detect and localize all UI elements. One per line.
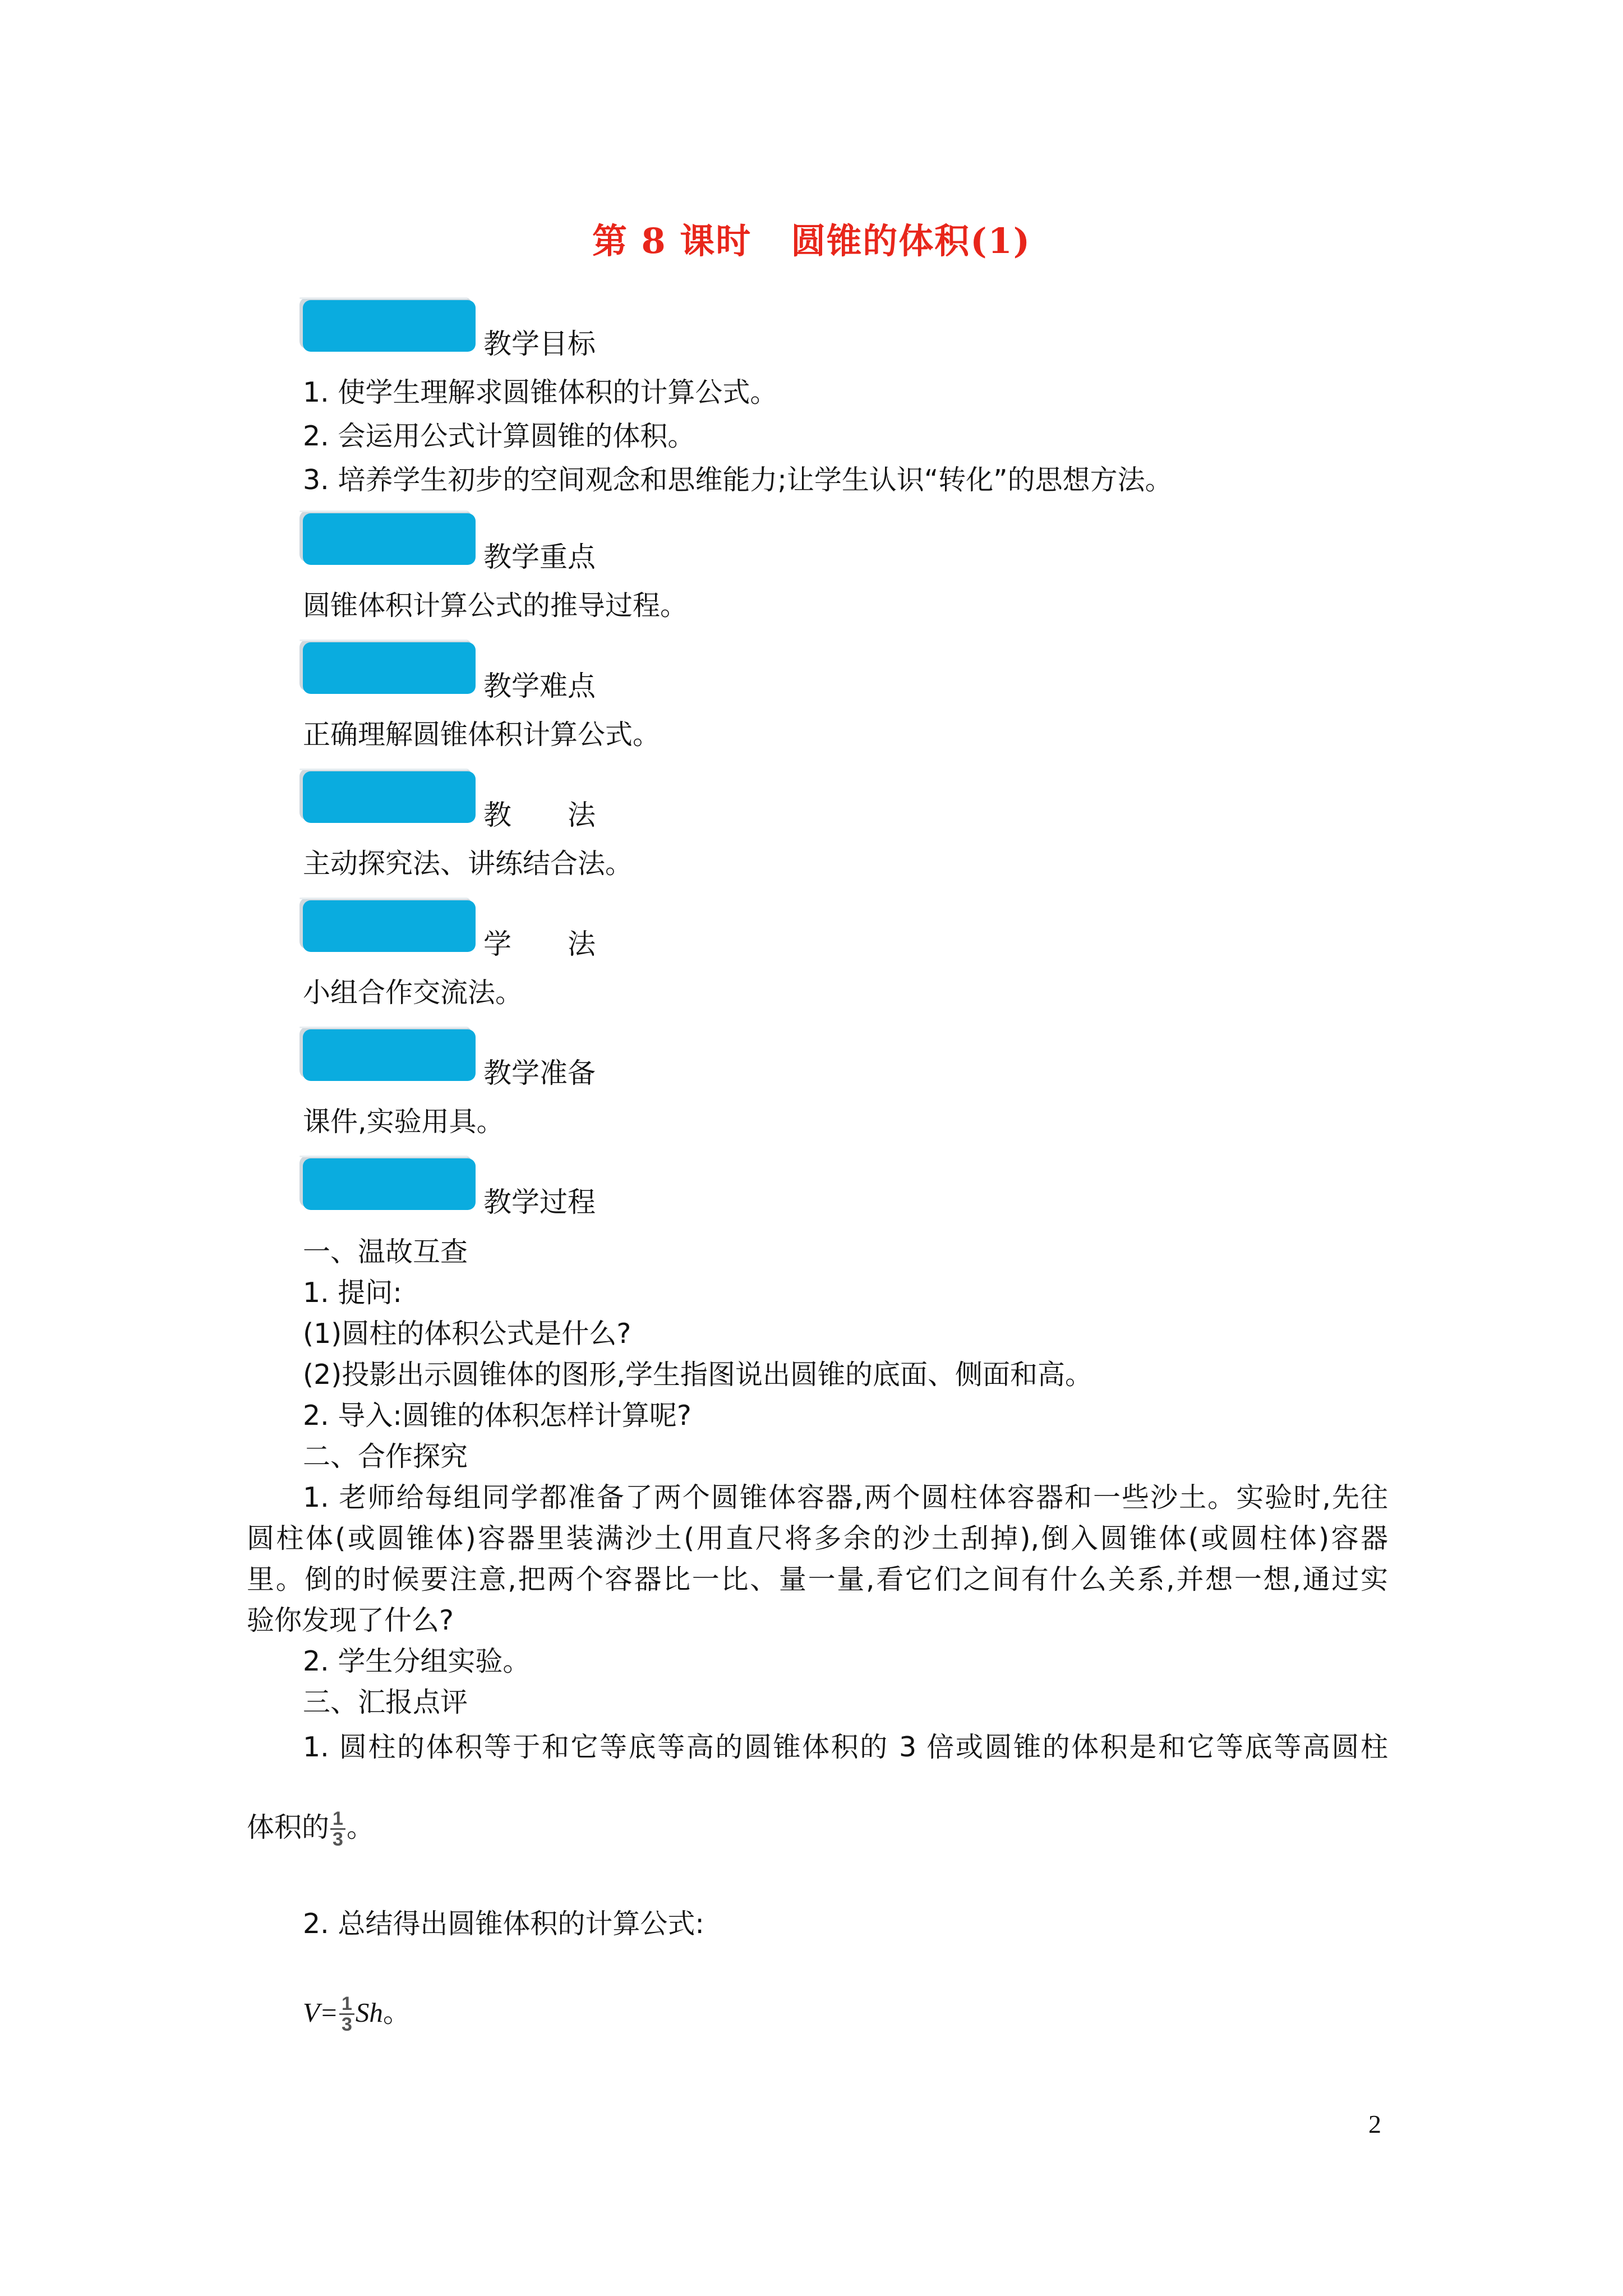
paragraph-line: 1. 老师给每组同学都准备了两个圆锥体容器,两个圆柱体容器和一些沙土。实验时,先往	[303, 1481, 1388, 1513]
section-tab-decoration	[303, 513, 476, 565]
fraction-numerator: 1	[330, 1809, 345, 1830]
process-experiment: 2. 学生分组实验。	[303, 1645, 531, 1677]
page-number: 2	[1368, 2110, 1381, 2138]
volume-formula	[303, 1994, 411, 2034]
section-tab-decoration	[303, 1029, 476, 1081]
lesson-topic: 圆锥的体积(1)	[791, 220, 1031, 261]
section-header-focus	[303, 513, 808, 575]
fraction-denominator: 3	[342, 2014, 352, 2035]
difficulty-text: 正确理解圆锥体积计算公式。	[303, 719, 661, 751]
one-third-fraction	[330, 1809, 345, 1849]
section-label: 学 法	[483, 928, 596, 960]
paragraph-line: 1. 圆柱的体积等于和它等底等高的圆锥体积的 3 倍或圆锥的体积是和它等底等高圆柱	[303, 1731, 1388, 1763]
paragraph-line: 里。倒的时候要注意,把两个容器比一比、量一量,看它们之间有什么关系,并想一想,通过实	[247, 1563, 1388, 1595]
goal-item-3: 3. 培养学生初步的空间观念和思维能力;让学生认识“转化”的思想方法。	[303, 464, 1173, 496]
goal-item-1: 1. 使学生理解求圆锥体积的计算公式。	[303, 376, 778, 408]
section-header-learning-method	[303, 900, 808, 962]
section-tab-decoration	[303, 771, 476, 823]
text-span: 。	[346, 1811, 374, 1843]
process-question-1: (1)圆柱的体积公式是什么?	[303, 1318, 631, 1350]
formula-v: V=	[303, 1997, 338, 2028]
section-tab-decoration	[303, 1158, 476, 1210]
formula-sh: Sh	[355, 1997, 383, 2028]
section-header-difficulty	[303, 642, 808, 704]
section-header-process	[303, 1158, 808, 1220]
fraction-denominator: 3	[333, 1829, 343, 1850]
text-span: 体积的	[247, 1811, 330, 1843]
section-label: 教学目标	[483, 328, 596, 360]
paragraph-line: 圆柱体(或圆锥体)容器里装满沙土(用直尺将多余的沙土刮掉),倒入圆锥体(或圆柱体)容器	[247, 1522, 1388, 1554]
section-tab-decoration	[303, 642, 476, 694]
section-label: 教学准备	[483, 1057, 596, 1089]
process-heading-1: 一、温故互查	[303, 1236, 468, 1268]
section-header-teaching-method	[303, 771, 808, 833]
learning-method-text: 小组合作交流法。	[303, 977, 523, 1009]
one-third-fraction	[339, 1994, 354, 2034]
paragraph-line: 验你发现了什么?	[247, 1604, 454, 1636]
process-question: 1. 提问:	[303, 1277, 402, 1309]
preparation-text: 课件,实验用具。	[303, 1106, 504, 1138]
section-label: 教学重点	[483, 541, 596, 573]
formula-intro: 2. 总结得出圆锥体积的计算公式:	[303, 1908, 704, 1940]
goal-item-2: 2. 会运用公式计算圆锥的体积。	[303, 420, 695, 452]
teaching-method-text: 主动探究法、讲练结合法。	[303, 848, 633, 880]
section-tab-decoration	[303, 900, 476, 952]
section-header-preparation	[303, 1029, 808, 1091]
section-tab-decoration	[303, 300, 476, 352]
section-label: 教 法	[483, 799, 596, 831]
lesson-number: 第 8 课时	[592, 220, 752, 261]
text-span: 。	[382, 1996, 411, 2028]
page-title	[0, 213, 1623, 263]
process-heading-2: 二、合作探究	[303, 1441, 468, 1473]
process-intro: 2. 导入:圆锥的体积怎样计算呢?	[303, 1400, 691, 1432]
section-label: 教学难点	[483, 670, 596, 702]
process-heading-3: 三、汇报点评	[303, 1686, 468, 1718]
section-label: 教学过程	[483, 1186, 596, 1218]
focus-text: 圆锥体积计算公式的推导过程。	[303, 590, 688, 622]
paragraph-line-fraction	[247, 1809, 374, 1849]
process-question-2: (2)投影出示圆锥体的图形,学生指图说出圆锥的底面、侧面和高。	[303, 1359, 1092, 1391]
section-header-goals	[303, 300, 808, 362]
fraction-numerator: 1	[339, 1994, 354, 2015]
